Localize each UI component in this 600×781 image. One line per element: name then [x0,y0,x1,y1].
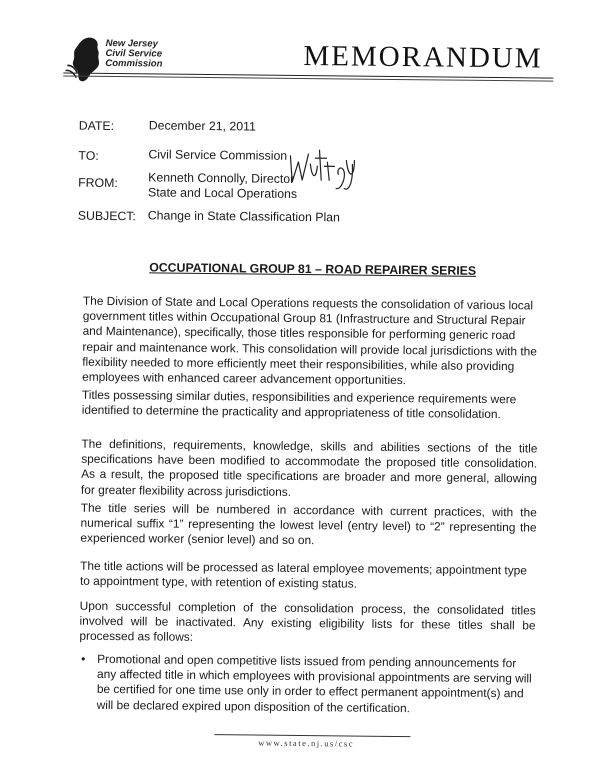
agency-name [105,39,162,70]
nj-csc-logo [65,36,216,88]
paragraph-2: Titles possessing similar duties, responsibilities and experience requirements were identified to determine the practicality and appropriateness of title consolidation. [81,387,517,422]
agency-line-3: Commission [105,57,163,70]
to-label: TO: [78,148,99,163]
paragraph-6: Upon successful completion of the consolidation process, the consolidated titles involved will be inactivated. Any existing eligibility lists for these titles shall be processed as follows: [79,598,536,645]
from-label: FROM: [78,175,118,191]
bullet-icon: • [81,651,86,666]
agency-line-1: New Jersey [105,37,158,50]
new-jersey-state-icon [65,36,106,86]
paragraph-1: The Division of State and Local Operations requests the consolidation of various local government titles within Occupational Group 81 (Infrastructure and Structural Repair and Maintenance), specifically, those titles responsible for performing generic road repair and maintenance work. This consolidation will provide local jurisdictions with the flexibility needed to more efficiently meet their responsibilities, while also providing employees with enhanced career advancement opportunities. [82,293,537,388]
subject-label: SUBJECT: [77,208,136,224]
list-item [81,651,541,715]
date-value: December 21, 2011 [148,118,256,134]
paragraph-3: The definitions, requirements, knowledge, skills and abilities sections of the title specifications have been modified to accommodate the proposed title consolidation. As a result, the proposed title specifications are broader and more general, allowing for greater flexibility across jurisdictions. [80,436,538,499]
subject-value: Change in State Classification Plan [147,208,340,225]
to-value: Civil Service Commission [148,147,288,163]
footer-url: www.state.nj.us/csc [258,737,355,749]
handwritten-signature [286,144,361,193]
from-name: Kenneth Connolly, Director [148,170,295,186]
paragraph-5: The title actions will be processed as lateral employee movements; appointment type to appointment type, with retention of existing status. [79,558,527,591]
bullet-text: Promotional and open competitive lists issued from pending announcements for any affected title in which employees with provisional appointments are serving will be certified for one time use only in order to effect permanent appointment(s) and will be declared expired upon disposition of the certification. [96,651,532,715]
from-value [148,170,297,202]
date-label: DATE: [78,118,115,134]
footer-divider [214,734,410,737]
agency-line-2: Civil Service [105,47,163,60]
from-division: State and Local Operations [147,185,298,201]
memorandum-title: MEMORANDUM [303,40,543,75]
paragraph-4: The title series will be numbered in accordance with current practices, with the numerical suffix “1” representing the lowest level (entry level) to “2” representing the experienced worker (senior level) and so on. [80,500,537,548]
series-heading: OCCUPATIONAL GROUP 81 – ROAD REPAIRER SERIES [149,260,477,278]
